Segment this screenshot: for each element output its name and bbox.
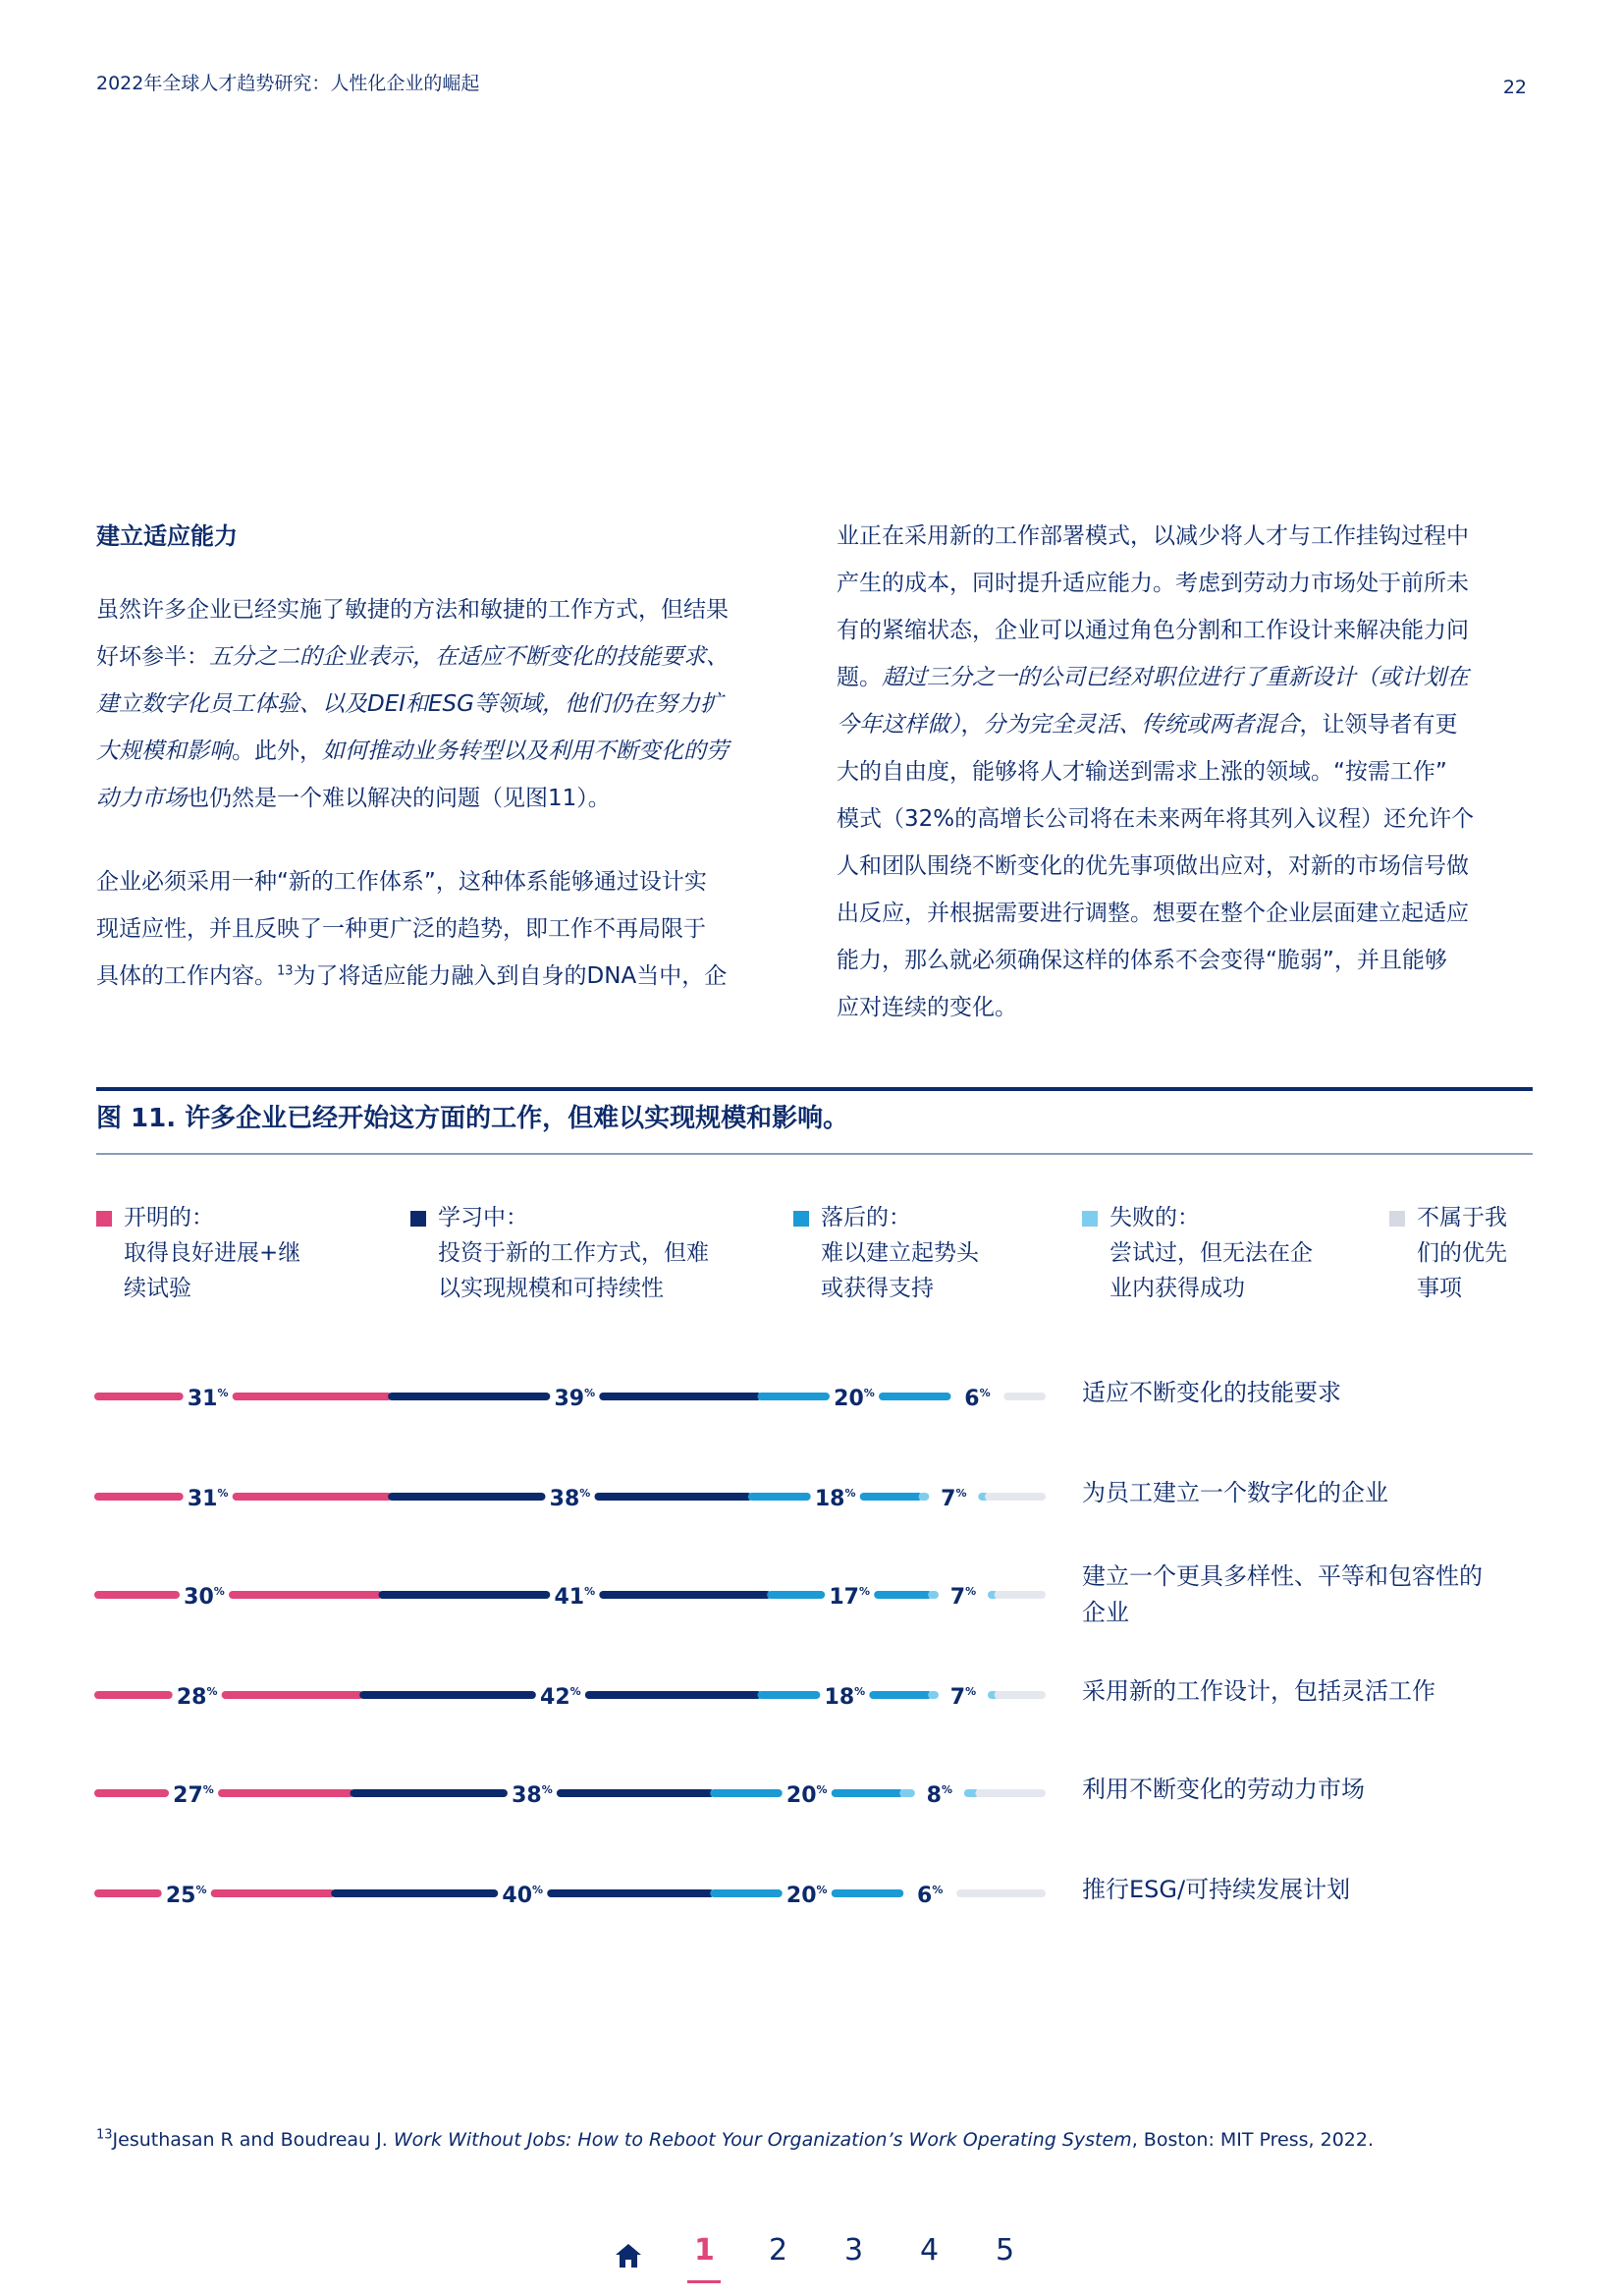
bar-value-label: 38%	[512, 1783, 553, 1808]
bar-value-label: 20%	[785, 1884, 828, 1908]
text-line: 人和团队围绕不断变化的优先事项做出应对，对新的市场信号做	[837, 853, 1469, 879]
footnote	[96, 2129, 1374, 2151]
legend-desc: 或获得支持	[821, 1276, 934, 1301]
legend-desc: 续试验	[124, 1276, 191, 1301]
category-label-line: 建立一个更具多样性、平等和包容性的	[1082, 1562, 1483, 1590]
legend-desc: 以实现规模和可持续性	[438, 1276, 664, 1301]
footnote-ref[interactable]: 13	[277, 963, 294, 979]
chart-category-label	[1082, 1772, 1543, 1808]
text-line: 现适应性，并且反映了一种更广泛的趋势，即工作不再局限于	[96, 916, 706, 942]
legend-desc: 业内获得成功	[1109, 1276, 1245, 1301]
page-link-1[interactable]: 1	[694, 2233, 715, 2268]
legend-title: 学习中：	[438, 1205, 528, 1230]
bar-value-label: 20%	[785, 1783, 828, 1808]
bar-value-label: 6%	[917, 1884, 944, 1908]
footnote-authors: Jesuthasan R and Boudreau J.	[112, 2129, 394, 2151]
page-link-5[interactable]: 5	[996, 2233, 1015, 2268]
bar-value-label: 7%	[949, 1685, 977, 1710]
text-line: 好坏参半：五分之二的企业表示，在适应不断变化的技能要求、	[96, 644, 729, 670]
category-label-line: 适应不断变化的技能要求	[1082, 1379, 1341, 1406]
text-line: 虽然许多企业已经实施了敏捷的方法和敏捷的工作方式，但结果	[96, 597, 729, 623]
chart-category-label	[1082, 1872, 1543, 1908]
legend-desc: 尝试过，但无法在企	[1109, 1240, 1313, 1266]
text-line: 出反应，并根据需要进行调整。想要在整个企业层面建立起适应	[837, 901, 1469, 926]
legend-title: 开明的：	[124, 1205, 214, 1230]
category-label-line: 推行ESG/可持续发展计划	[1082, 1876, 1351, 1903]
page-link-2[interactable]: 2	[769, 2233, 788, 2268]
category-label-line: 企业	[1082, 1599, 1129, 1626]
page-link-4[interactable]: 4	[920, 2233, 940, 2268]
footnote-number: 13	[96, 2127, 113, 2143]
text-line: 应对连续的变化。	[837, 995, 1017, 1020]
bar-value-label: 41%	[554, 1585, 596, 1610]
legend-title: 不属于我	[1417, 1205, 1507, 1230]
legend-desc: 投资于新的工作方式，但难	[438, 1240, 709, 1266]
text-line: 业正在采用新的工作部署模式，以减少将人才与工作挂钩过程中	[837, 523, 1469, 549]
bar-value-label: 18%	[824, 1685, 866, 1710]
legend-desc: 难以建立起势头	[821, 1240, 979, 1266]
active-page-indicator	[687, 2280, 721, 2283]
bar-value-label: 31%	[187, 1487, 229, 1511]
text-line: 企业必须采用一种“新的工作体系”，这种体系能够通过设计实	[96, 869, 707, 895]
legend-desc: 取得良好进展+继	[124, 1240, 301, 1266]
category-label-line: 为员工建立一个数字化的企业	[1082, 1479, 1388, 1506]
page-link-3[interactable]: 3	[844, 2233, 864, 2268]
text-line: 具体的工作内容。$^{13}$为了将适应能力融入到自身的DNA当中，企	[96, 963, 728, 989]
text-line: 能力，那么就必须确保这样的体系不会变得“脆弱”，并且能够	[837, 948, 1447, 973]
bar-value-label: 31%	[187, 1387, 229, 1411]
page-navigation	[0, 2229, 1623, 2288]
legend-desc: 事项	[1417, 1276, 1462, 1301]
text-line: 动力市场也仍然是一个难以解决的问题（见图11）。	[96, 786, 611, 811]
category-label-line: 采用新的工作设计，包括灵活工作	[1082, 1677, 1435, 1705]
chart-category-label	[1082, 1475, 1543, 1511]
bar-value-label: 30%	[184, 1585, 225, 1610]
footnote-publisher: , Boston: MIT Press, 2022.	[1131, 2129, 1375, 2151]
bar-value-label: 39%	[554, 1387, 596, 1411]
text-line: 大规模和影响。此外，如何推动业务转型以及利用不断变化的劳	[96, 738, 729, 764]
bar-value-label: 17%	[829, 1585, 871, 1610]
text-line: 今年这样做），分为完全灵活、传统或两者混合，让领导者有更	[837, 712, 1458, 738]
bar-value-label: 8%	[926, 1783, 953, 1808]
chart-category-label	[1082, 1375, 1543, 1411]
bar-value-label: 28%	[176, 1685, 218, 1710]
footnote-book-title: Work Without Jobs: How to Reboot Your Organization’s Work Operating System	[393, 2129, 1132, 2151]
bar-value-label: 20%	[834, 1387, 875, 1411]
text-line: 有的紧缩状态，企业可以通过角色分割和工作设计来解决能力问	[837, 618, 1469, 643]
figure-title: 图 11. 许多企业已经开始这方面的工作，但难以实现规模和影响。	[96, 1104, 849, 1133]
chart-category-label	[1082, 1558, 1543, 1631]
category-label-line: 利用不断变化的劳动力市场	[1082, 1776, 1365, 1803]
home-icon[interactable]	[615, 2243, 642, 2269]
text-line: 大的自由度，能够将人才输送到需求上涨的领域。“按需工作”	[837, 759, 1447, 785]
bar-value-label: 40%	[502, 1884, 544, 1908]
bar-value-label: 18%	[814, 1487, 856, 1511]
chart-category-label	[1082, 1673, 1543, 1710]
text-line: 模式（32%的高增长公司将在未来两年将其列入议程）还允许个	[837, 806, 1475, 832]
section-heading: 建立适应能力	[96, 522, 238, 550]
page-number: 22	[1502, 77, 1527, 98]
bar-value-label: 6%	[964, 1387, 991, 1411]
bar-value-label: 42%	[540, 1685, 581, 1710]
bar-value-label: 7%	[941, 1487, 967, 1511]
document-header-title: 2022年全球人才趋势研究：人性化企业的崛起	[96, 73, 480, 94]
bar-value-label: 7%	[949, 1585, 977, 1610]
legend-title: 落后的：	[821, 1205, 911, 1230]
text-line: 产生的成本，同时提升适应能力。考虑到劳动力市场处于前所未	[837, 571, 1469, 596]
text-line: 建立数字化员工体验、以及DEI和ESG等领域，他们仍在努力扩	[96, 691, 723, 717]
bar-value-label: 38%	[549, 1487, 591, 1511]
legend-desc: 们的优先	[1417, 1240, 1507, 1266]
bar-value-label: 25%	[165, 1884, 207, 1908]
text-line: 题。超过三分之一的公司已经对职位进行了重新设计（或计划在	[837, 665, 1469, 690]
bar-value-label: 27%	[173, 1783, 214, 1808]
legend-title: 失败的：	[1109, 1205, 1200, 1230]
